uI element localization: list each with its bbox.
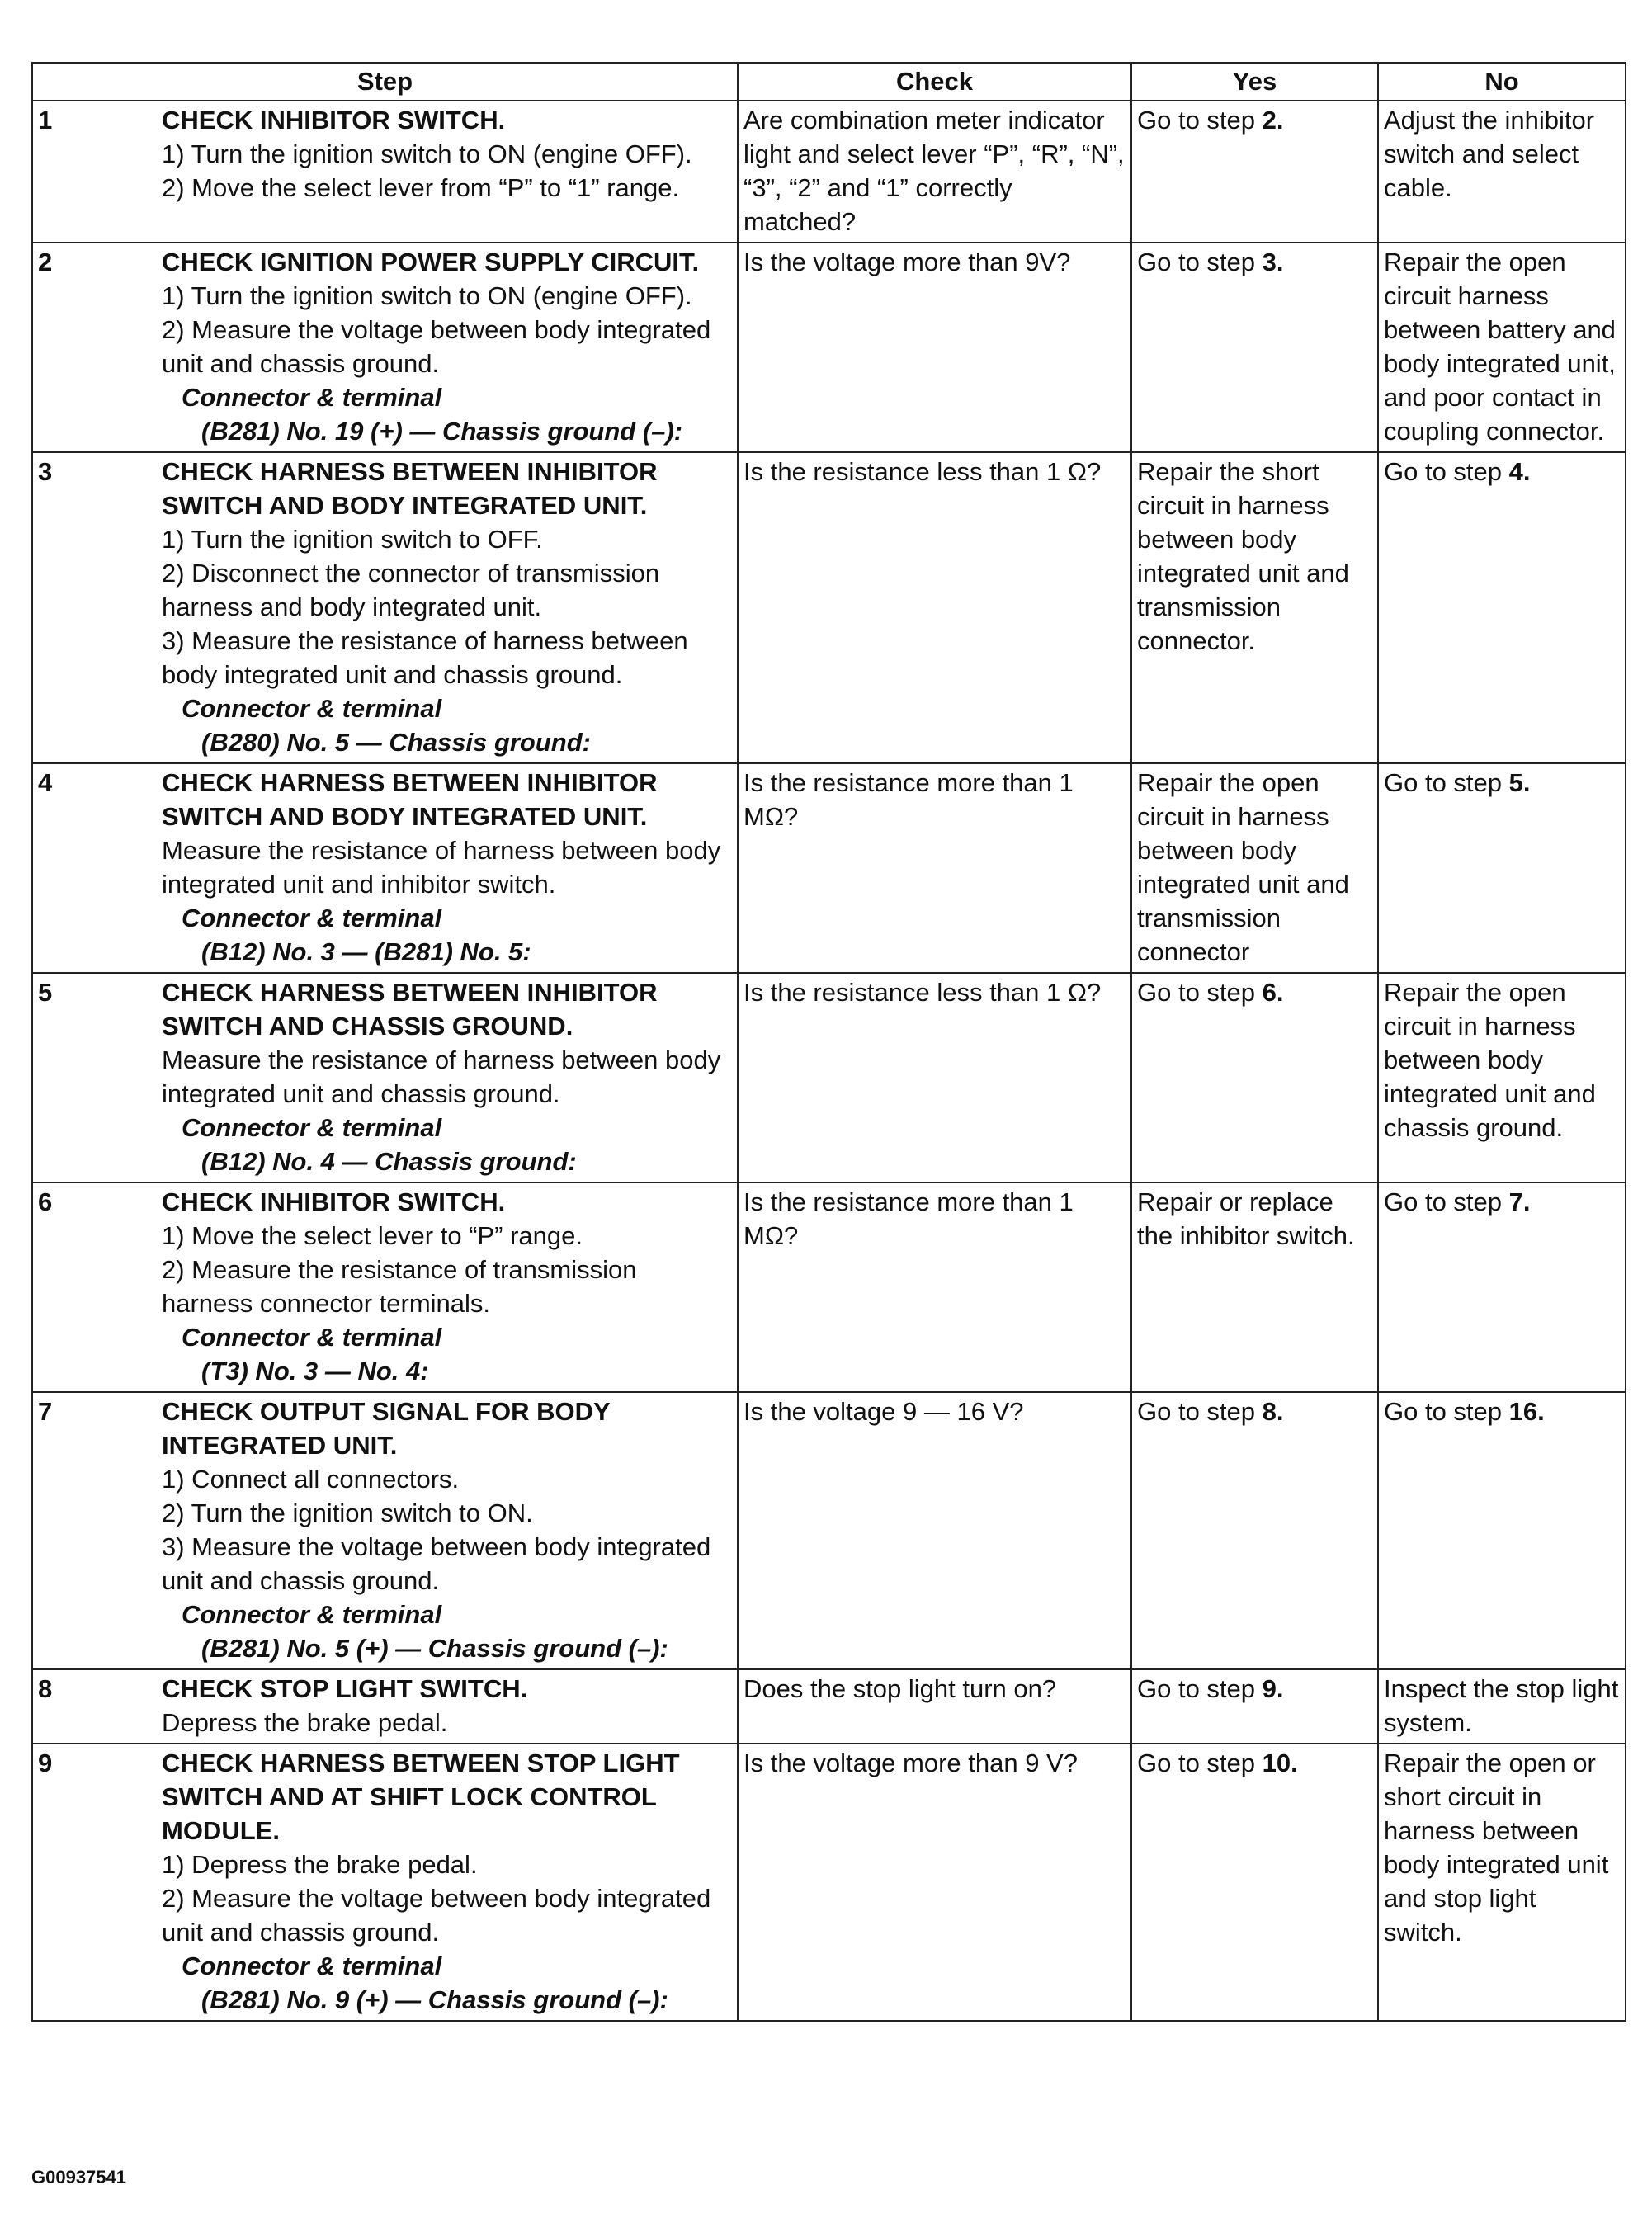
yes-action: Repair the open circuit in harness between body integrated unit and transmission connector (1137, 768, 1349, 966)
yes-cell (1131, 763, 1378, 973)
connector-terminal: (B12) No. 4 — Chassis ground: (201, 1147, 577, 1176)
no-cell (1378, 1669, 1626, 1744)
step-instruction: 2) Measure the voltage between body integrated unit and chassis ground. (162, 1884, 711, 1947)
table-row (32, 243, 1626, 452)
table-row (32, 1182, 1626, 1392)
step-title: CHECK HARNESS BETWEEN INHIBITOR SWITCH AND CHASSIS GROUND. (162, 978, 658, 1041)
step-instruction: Depress the brake pedal. (162, 1708, 448, 1737)
yes-action: Go to step (1137, 106, 1263, 135)
header-check: Check (738, 63, 1131, 101)
yes-cell (1131, 973, 1378, 1182)
step-instruction: 2) Measure the voltage between body integrated unit and chassis ground. (162, 315, 711, 378)
step-number: 1 (38, 106, 53, 135)
step-instruction: 1) Turn the ignition switch to ON (engine OFF). (162, 139, 692, 168)
header-yes: Yes (1131, 63, 1378, 101)
table-row (32, 973, 1626, 1182)
yes-action: Go to step (1137, 1674, 1263, 1703)
step-number: 2 (38, 248, 53, 276)
step-cell (32, 1669, 738, 1744)
yes-action: Go to step (1137, 248, 1263, 276)
no-step-ref: 16. (1508, 1397, 1545, 1426)
diagnostic-table (31, 62, 1626, 2022)
no-action: Go to step (1384, 1187, 1509, 1216)
no-cell (1378, 1392, 1626, 1669)
step-instruction: 1) Turn the ignition switch to OFF. (162, 525, 543, 554)
step-cell (32, 243, 738, 452)
header-no: No (1378, 63, 1626, 101)
table-row (32, 763, 1626, 973)
connector-terminal: (B281) No. 5 (+) — Chassis ground (–): (201, 1634, 668, 1663)
no-action: Repair the open or short circuit in harness between body integrated unit and stop light switch. (1384, 1749, 1609, 1947)
no-cell (1378, 452, 1626, 763)
step-instruction: 1) Depress the brake pedal. (162, 1850, 478, 1879)
yes-action: Repair the short circuit in harness between body integrated unit and transmission connector. (1137, 457, 1349, 655)
no-action: Repair the open circuit harness between battery and body integrated unit, and poor contact in coupling connector. (1384, 248, 1616, 446)
step-number: 6 (38, 1187, 53, 1216)
step-number: 3 (38, 457, 53, 486)
connector-label: Connector & terminal (182, 694, 442, 723)
step-instruction: 2) Move the select lever from “P” to “1” range. (162, 173, 680, 202)
table-row (32, 1744, 1626, 2021)
check-cell: Does the stop light turn on? (738, 1669, 1131, 1744)
connector-terminal: (B280) No. 5 — Chassis ground: (201, 728, 591, 757)
check-cell: Is the resistance less than 1 Ω? (738, 452, 1131, 763)
table-header-row (32, 63, 1626, 101)
connector-terminal: (B12) No. 3 — (B281) No. 5: (201, 937, 531, 966)
figure-id: G00937541 (31, 2167, 126, 2188)
no-cell (1378, 973, 1626, 1182)
step-cell (32, 1744, 738, 2021)
step-instruction: 1) Turn the ignition switch to ON (engine OFF). (162, 281, 692, 310)
yes-cell (1131, 243, 1378, 452)
yes-step-ref: 8. (1262, 1397, 1284, 1426)
no-cell (1378, 763, 1626, 973)
no-action: Adjust the inhibitor switch and select cable. (1384, 106, 1595, 202)
connector-label: Connector & terminal (182, 383, 442, 412)
yes-step-ref: 2. (1262, 106, 1284, 135)
yes-cell (1131, 1392, 1378, 1669)
table-row (32, 1669, 1626, 1744)
step-cell (32, 1392, 738, 1669)
yes-cell (1131, 101, 1378, 243)
yes-cell (1131, 452, 1378, 763)
connector-label: Connector & terminal (182, 1113, 442, 1142)
table-body (32, 101, 1626, 2021)
step-instruction: 2) Turn the ignition switch to ON. (162, 1499, 533, 1527)
step-instruction: 2) Disconnect the connector of transmission harness and body integrated unit. (162, 559, 660, 621)
step-title: CHECK INHIBITOR SWITCH. (162, 1187, 506, 1216)
yes-step-ref: 3. (1262, 248, 1284, 276)
check-cell: Is the resistance less than 1 Ω? (738, 973, 1131, 1182)
connector-label: Connector & terminal (182, 1600, 442, 1629)
step-cell (32, 1182, 738, 1392)
no-cell (1378, 1182, 1626, 1392)
no-cell (1378, 243, 1626, 452)
step-instruction: 3) Measure the resistance of harness between body integrated unit and chassis ground. (162, 626, 688, 689)
check-cell: Are combination meter indicator light and select lever “P”, “R”, “N”, “3”, “2” and “1” correctly matched? (738, 101, 1131, 243)
check-cell: Is the resistance more than 1 MΩ? (738, 1182, 1131, 1392)
yes-action: Repair or replace the inhibitor switch. (1137, 1187, 1355, 1250)
table-row (32, 452, 1626, 763)
step-number: 9 (38, 1749, 53, 1777)
yes-cell (1131, 1669, 1378, 1744)
yes-step-ref: 9. (1262, 1674, 1284, 1703)
step-instruction: 2) Measure the resistance of transmission harness connector terminals. (162, 1255, 637, 1318)
step-instruction: 1) Connect all connectors. (162, 1465, 460, 1494)
no-action: Go to step (1384, 1397, 1509, 1426)
yes-action: Go to step (1137, 1397, 1263, 1426)
connector-label: Connector & terminal (182, 1952, 442, 1980)
no-cell (1378, 101, 1626, 243)
yes-step-ref: 6. (1262, 978, 1284, 1007)
step-number: 4 (38, 768, 53, 797)
no-step-ref: 5. (1508, 768, 1531, 797)
step-cell (32, 973, 738, 1182)
step-title: CHECK HARNESS BETWEEN STOP LIGHT SWITCH AND AT SHIFT LOCK CONTROL MODULE. (162, 1749, 680, 1845)
step-instruction: Measure the resistance of harness between body integrated unit and chassis ground. (162, 1045, 721, 1108)
step-instruction: 3) Measure the voltage between body integrated unit and chassis ground. (162, 1532, 711, 1595)
step-number: 7 (38, 1397, 53, 1426)
yes-action: Go to step (1137, 1749, 1263, 1777)
check-cell: Is the voltage more than 9V? (738, 243, 1131, 452)
step-cell (32, 763, 738, 973)
check-cell: Is the voltage 9 — 16 V? (738, 1392, 1131, 1669)
connector-terminal: (B281) No. 9 (+) — Chassis ground (–): (201, 1985, 668, 2014)
step-cell (32, 101, 738, 243)
no-cell (1378, 1744, 1626, 2021)
step-number: 5 (38, 978, 53, 1007)
connector-label: Connector & terminal (182, 904, 442, 932)
no-action: Repair the open circuit in harness between body integrated unit and chassis ground. (1384, 978, 1596, 1142)
no-action: Go to step (1384, 457, 1509, 486)
table-row (32, 1392, 1626, 1669)
step-cell (32, 452, 738, 763)
step-title: CHECK HARNESS BETWEEN INHIBITOR SWITCH AND BODY INTEGRATED UNIT. (162, 457, 658, 520)
step-instruction: 1) Move the select lever to “P” range. (162, 1221, 583, 1250)
step-number: 8 (38, 1674, 53, 1703)
no-step-ref: 4. (1508, 457, 1531, 486)
step-title: CHECK STOP LIGHT SWITCH. (162, 1674, 528, 1703)
step-title: CHECK IGNITION POWER SUPPLY CIRCUIT. (162, 248, 700, 276)
yes-cell (1131, 1182, 1378, 1392)
no-step-ref: 7. (1508, 1187, 1531, 1216)
step-instruction: Measure the resistance of harness between body integrated unit and inhibitor switch. (162, 836, 721, 899)
check-cell: Is the voltage more than 9 V? (738, 1744, 1131, 2021)
header-step: Step (32, 63, 738, 101)
no-action: Go to step (1384, 768, 1509, 797)
yes-cell (1131, 1744, 1378, 2021)
check-cell: Is the resistance more than 1 MΩ? (738, 763, 1131, 973)
connector-label: Connector & terminal (182, 1323, 442, 1352)
step-title: CHECK HARNESS BETWEEN INHIBITOR SWITCH AND BODY INTEGRATED UNIT. (162, 768, 658, 831)
table-row (32, 101, 1626, 243)
yes-step-ref: 10. (1262, 1749, 1298, 1777)
step-title: CHECK OUTPUT SIGNAL FOR BODY INTEGRATED UNIT. (162, 1397, 611, 1460)
yes-action: Go to step (1137, 978, 1263, 1007)
connector-terminal: (T3) No. 3 — No. 4: (201, 1357, 429, 1385)
step-title: CHECK INHIBITOR SWITCH. (162, 106, 506, 135)
connector-terminal: (B281) No. 19 (+) — Chassis ground (–): (201, 417, 683, 446)
no-action: Inspect the stop light system. (1384, 1674, 1619, 1737)
